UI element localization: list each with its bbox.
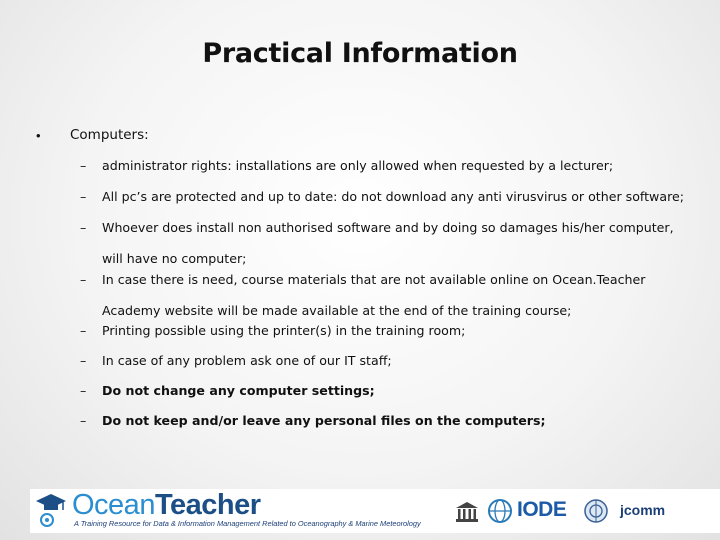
sub-bullet-text: All pc’s are protected and up to date: do not download any anti virusvirus or other software; bbox=[102, 189, 684, 204]
logo-tagline: A Training Resource for Data & Information Management Related to Oceanography & Marine Meteorology bbox=[74, 519, 421, 528]
sub-bullet-text: Printing possible using the printer(s) in the training room; bbox=[102, 323, 466, 338]
sub-bullet-text: In case of any problem ask one of our IT staff; bbox=[102, 353, 392, 368]
dash-marker: – bbox=[80, 323, 87, 338]
dash-marker: – bbox=[80, 158, 87, 173]
iode-logo: IODE bbox=[517, 498, 567, 521]
dash-marker: – bbox=[80, 272, 87, 287]
dash-marker: – bbox=[80, 220, 87, 235]
jcomm-logo: jcomm bbox=[620, 502, 666, 518]
graduation-cap-icon bbox=[35, 492, 67, 528]
sub-bullet-text: Do not keep and/or leave any personal files on the computers; bbox=[102, 413, 546, 428]
sub-bullet-text: administrator rights: installations are only allowed when requested by a lecturer; bbox=[102, 158, 614, 173]
sub-bullet-text: Whoever does install non authorised software and by doing so damages his/her computer, will have no computer; bbox=[102, 220, 674, 266]
bullet-marker: • bbox=[36, 128, 41, 143]
oceanteacher-logo bbox=[72, 489, 261, 522]
wmo-emblem-icon bbox=[583, 498, 609, 524]
dash-marker: – bbox=[80, 189, 87, 204]
footer-banner bbox=[30, 489, 720, 533]
slide-title: Practical Information bbox=[202, 38, 518, 69]
dash-marker: – bbox=[80, 353, 87, 368]
ioc-globe-icon bbox=[487, 498, 513, 524]
logo-ocean-text: Ocean bbox=[72, 489, 155, 521]
sub-bullet-text: In case there is need, course materials that are not available online on Ocean.Teacher Academy website will be made available at the end of the training course; bbox=[102, 272, 646, 318]
dash-marker: – bbox=[80, 383, 87, 398]
bullet-computers: Computers: bbox=[70, 127, 149, 143]
dash-marker: – bbox=[80, 413, 87, 428]
logo-teacher-text: Teacher bbox=[154, 489, 261, 521]
unesco-temple-icon bbox=[455, 501, 479, 523]
sub-bullet-text: Do not change any computer settings; bbox=[102, 383, 375, 398]
